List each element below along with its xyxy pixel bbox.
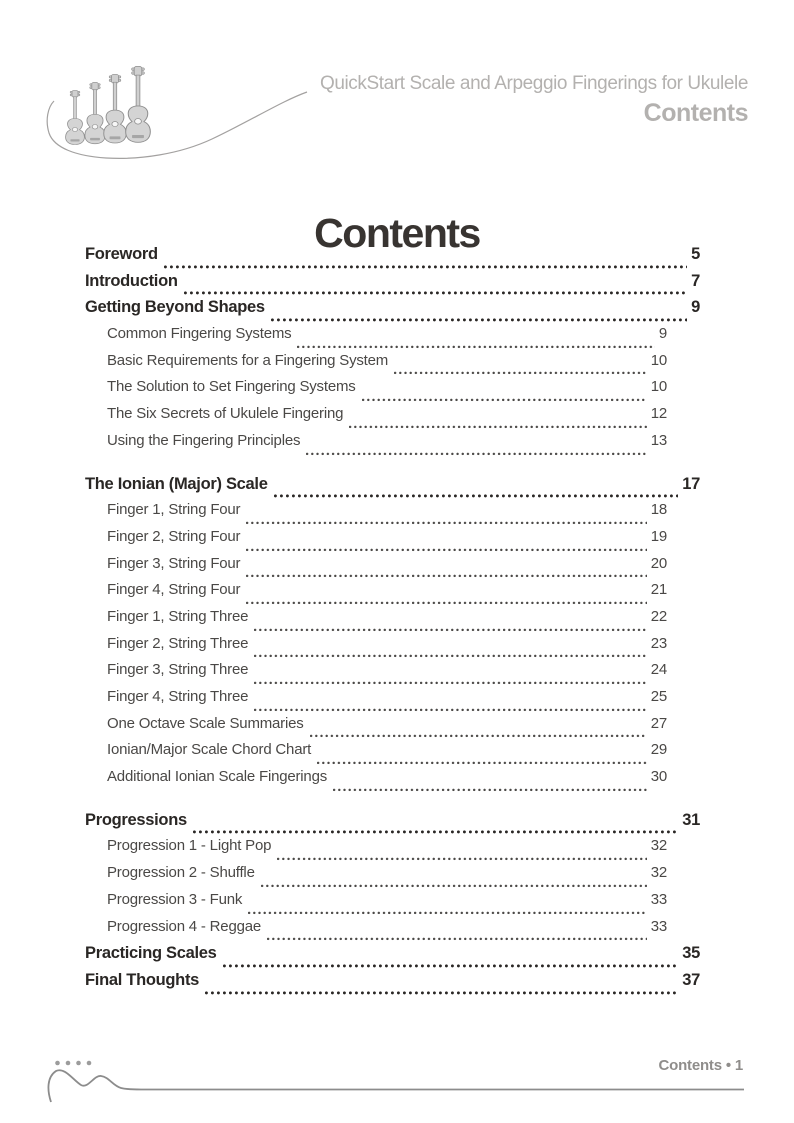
toc-entry-label: Common Fingering Systems [107, 325, 292, 343]
toc-entry-page: 21 [650, 581, 667, 599]
toc-entry-page: 31 [682, 810, 700, 829]
toc-entry-label: Progression 2 - Shuffle [107, 864, 255, 882]
toc-entry[interactable] [107, 581, 667, 608]
header-section-label: Contents [643, 98, 748, 127]
toc-entry[interactable] [107, 837, 667, 864]
toc-entry-label: Progression 4 - Reggae [107, 917, 262, 935]
toc-entry-label: The Ionian (Major) Scale [85, 474, 268, 493]
toc-entry-label: Finger 2, String Three [107, 634, 249, 652]
ukulele-icon [85, 82, 105, 143]
toc-list [85, 245, 700, 998]
toc-entry[interactable] [107, 378, 667, 405]
toc-entry-page: 18 [650, 501, 667, 519]
toc-entry-page: 22 [650, 607, 667, 625]
toc-entry-label: Finger 2, String Four [107, 527, 241, 545]
toc-entry[interactable] [107, 555, 667, 582]
toc-entry[interactable] [107, 864, 667, 891]
dot-leader [254, 628, 646, 632]
toc-entry-label: Finger 1, String Three [107, 607, 249, 625]
toc-entry-page: 37 [682, 970, 700, 989]
ukulele-icon [126, 66, 151, 142]
dot-leader [297, 345, 654, 349]
toc-entry-page: 10 [650, 351, 667, 369]
toc-entry-label: Foreword [85, 245, 158, 263]
toc-entry[interactable] [85, 944, 700, 971]
toc-entry-page: 32 [650, 837, 667, 855]
dot-leader [267, 937, 647, 941]
toc-entry-label: Finger 3, String Three [107, 661, 249, 679]
toc-entry-page: 9 [658, 325, 667, 343]
toc-entry-label: Progression 3 - Funk [107, 890, 243, 908]
toc-entry-page: 12 [650, 405, 667, 423]
dot-leader [184, 291, 687, 295]
toc-entry-label: Additional Ionian Scale Fingerings [107, 768, 328, 786]
toc-entry[interactable] [107, 608, 667, 635]
dot-leader [310, 734, 647, 738]
toc-entry-label: Basic Requirements for a Fingering System [107, 351, 389, 369]
toc-entry-page: 35 [682, 944, 700, 963]
toc-entry-label: One Octave Scale Summaries [107, 714, 304, 732]
toc-entry-page: 32 [650, 864, 667, 882]
toc-entry[interactable] [107, 405, 667, 432]
dot-leader [246, 521, 646, 525]
toc-entry-page: 19 [650, 527, 667, 545]
toc-entry[interactable] [107, 688, 667, 715]
dot-leader [164, 265, 687, 269]
toc-entry[interactable] [85, 811, 700, 838]
toc-entry-label: Ionian/Major Scale Chord Chart [107, 741, 312, 759]
toc-entry-label: The Six Secrets of Ukulele Fingering [107, 405, 344, 423]
dot-leader [223, 964, 679, 968]
dot-leader [205, 991, 678, 995]
toc-entry-page: 29 [650, 741, 667, 759]
toc-entry[interactable] [107, 661, 667, 688]
ukulele-outline-icon [48, 1070, 744, 1102]
toc-entry-label: Progression 1 - Light Pop [107, 837, 272, 855]
toc-entry-page: 9 [691, 298, 700, 317]
toc-entry-page: 17 [682, 474, 700, 493]
toc-entry-page: 33 [650, 890, 667, 908]
toc-entry[interactable] [107, 432, 667, 459]
toc-entry-label: Practicing Scales [85, 944, 217, 963]
toc-entry[interactable] [85, 245, 700, 272]
dot-leader [254, 654, 646, 658]
dot-leader [193, 830, 678, 834]
dot-leader [349, 425, 646, 429]
footer-page-label: Contents • 1 [658, 1057, 743, 1074]
dot-leader [246, 601, 646, 605]
toc-entry-page: 23 [650, 634, 667, 652]
dot-leader [306, 452, 646, 456]
toc-entry[interactable] [107, 325, 667, 352]
toc-entry-label: Getting Beyond Shapes [85, 298, 265, 317]
toc-entry-label: Finger 4, String Four [107, 581, 241, 599]
ukulele-icon [66, 90, 85, 144]
toc-entry-label: Finger 4, String Three [107, 688, 249, 705]
toc-entry-page: 10 [650, 378, 667, 396]
dot-leader [317, 761, 647, 765]
toc-entry-page: 20 [650, 554, 667, 572]
toc-entry-page: 27 [650, 714, 667, 732]
toc-entry[interactable] [85, 971, 700, 998]
dot-leader [254, 681, 646, 685]
running-header [320, 74, 748, 127]
toc-entry[interactable] [107, 891, 667, 918]
toc-entry[interactable] [85, 298, 700, 325]
toc-entry[interactable] [107, 501, 667, 528]
toc-entry-page: 33 [650, 917, 667, 935]
dot-leader [261, 884, 647, 888]
toc-entry-label: Progressions [85, 810, 187, 829]
toc-entry-page: 24 [650, 661, 667, 679]
toc-entry-label: Final Thoughts [85, 970, 200, 989]
toc-entry-page: 7 [691, 271, 700, 290]
swoosh-line [47, 92, 307, 158]
dot-leader [362, 398, 647, 402]
dot-leader [274, 494, 679, 498]
toc-entry-page: 30 [650, 768, 667, 786]
toc-entry[interactable] [107, 741, 667, 768]
toc-entry-page: 13 [650, 431, 667, 449]
footer-artwork [0, 1045, 794, 1115]
toc-entry[interactable] [107, 715, 667, 742]
toc-entry[interactable] [107, 352, 667, 379]
dot-leader [271, 318, 687, 322]
dot-leader [254, 708, 646, 712]
toc-entry[interactable] [107, 918, 667, 945]
dot-leader [248, 911, 646, 915]
dot-leader [246, 574, 646, 578]
book-title: QuickStart Scale and Arpeggio Fingerings for Ukulele [319, 73, 748, 94]
toc-entry-label: Finger 3, String Four [107, 554, 241, 572]
ukulele-icon [104, 74, 126, 143]
dot-leader [246, 548, 646, 552]
toc-entry[interactable] [107, 768, 667, 795]
dot-leader [277, 857, 646, 861]
toc-entry[interactable] [107, 528, 667, 555]
page-title: Contents [314, 210, 480, 257]
header-artwork [0, 0, 360, 200]
dot-leader [394, 371, 647, 375]
toc-entry[interactable] [85, 475, 700, 502]
toc-entry[interactable] [85, 272, 700, 299]
toc-entry-label: The Solution to Set Fingering Systems [107, 378, 356, 396]
tuning-peg-dots [55, 1061, 91, 1066]
toc-entry-page: 25 [650, 688, 667, 705]
toc-entry-label: Using the Fingering Principles [107, 431, 301, 449]
toc-entry-label: Introduction [85, 271, 178, 290]
toc-entry[interactable] [107, 635, 667, 662]
dot-leader [333, 788, 647, 792]
toc-entry-page: 5 [691, 245, 700, 263]
toc-entry-label: Finger 1, String Four [107, 501, 241, 519]
